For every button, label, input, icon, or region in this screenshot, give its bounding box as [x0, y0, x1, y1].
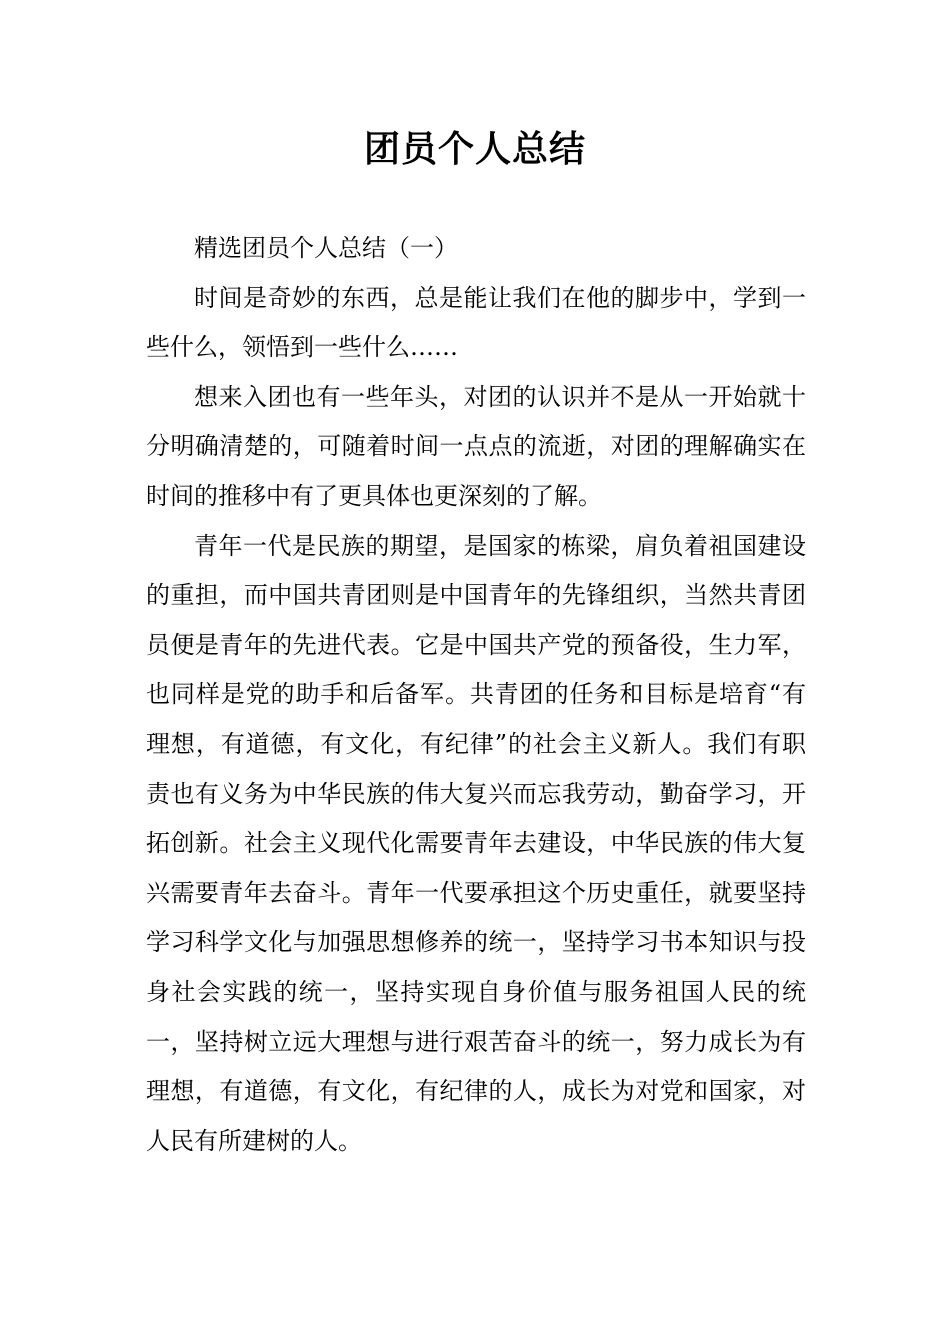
paragraph-youth: 青年一代是民族的期望，是国家的栋梁，肩负着祖国建设的重担，而中国共青团则是中国青年的先锋组织，当然共青团员便是青年的先进代表。它是中国共产党的预备役，生力军，也同样是党的助手和后备军。共青团的任务和目标是培育“有理想，有道德，有文化，有纪律”的社会主义新人。我们有职责也有义务为中华民族的伟大复兴而忘我劳动，勤奋学习，开拓创新。社会主义现代化需要青年去建设，中华民族的伟大复兴需要青年去奋斗。青年一代要承担这个历史重任，就要坚持学习科学文化与加强思想修养的统一，坚持学习书本知识与投身社会实践的统一，坚持实现自身价值与服务祖国人民的统一，坚持树立远大理想与进行艰苦奋斗的统一，努力成长为有理想，有道德，有文化，有纪律的人，成长为对党和国家，对人民有所建树的人。 — [146, 531, 806, 1155]
document-body — [146, 224, 806, 1166]
document-title: 团员个人总结 — [363, 129, 586, 170]
paragraph-intro: 时间是奇妙的东西，总是能让我们在他的脚步中，学到一些什么，领悟到一些什么…… — [146, 283, 806, 362]
paragraph-reflection: 想来入团也有一些年头，对团的认识并不是从一开始就十分明确清楚的，可随着时间一点点的流逝，对团的理解确实在时间的推移中有了更具体也更深刻的了解。 — [146, 382, 806, 510]
paragraph-heading: 精选团员个人总结（一） — [194, 234, 458, 262]
